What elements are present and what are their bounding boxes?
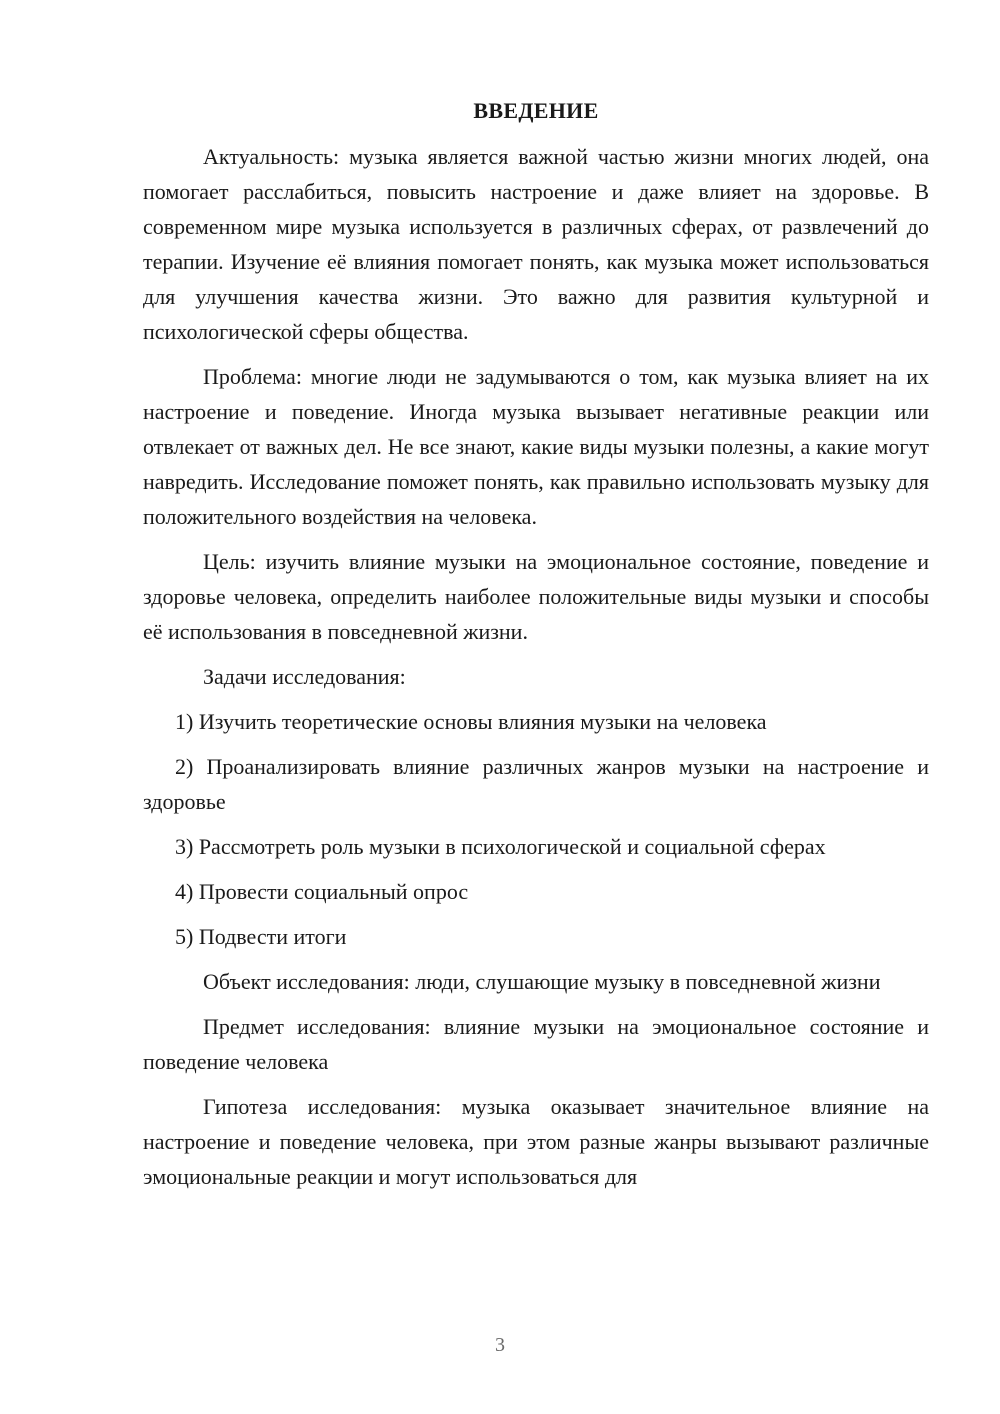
task-item-5: 5) Подвести итоги [175,924,347,949]
goal-paragraph: Цель: изучить влияние музыки на эмоциональное состояние, поведение и здоровье человека, определить наиболее положительные виды музыки и способы её использования в повседневной жизни. [143,549,929,644]
subject-paragraph: Предмет исследования: влияние музыки на эмоциональное состояние и поведение человека [143,1014,929,1074]
object-paragraph: Объект исследования: люди, слушающие музыку в повседневной жизни [203,969,881,994]
section-title: ВВЕДЕНИЕ [473,98,599,123]
hypothesis-paragraph: Гипотеза исследования: музыка оказывает значительное влияние на настроение и поведение человека, при этом разные жанры вызывают различные эмоциональные реакции и могут использоваться для [143,1094,929,1189]
page-content [143,95,929,1204]
problem-paragraph: Проблема: многие люди не задумываются о том, как музыка влияет на их настроение и поведение. Иногда музыка вызывает негативные реакции или отвлекает от важных дел. Не все знают, какие виды музыки полезны, а какие могут навредить. Исследование поможет понять, как правильно использовать музыку для положительного воздействия на человека. [143,364,929,529]
task-item-4: 4) Провести социальный опрос [175,879,469,904]
page-number: 3 [495,1334,505,1356]
tasks-heading: Задачи исследования: [203,664,406,689]
task-item-1: 1) Изучить теоретические основы влияния музыки на человека [175,709,767,734]
task-item-3: 3) Рассмотреть роль музыки в психологической и социальной сферах [175,834,826,859]
task-item-2: 2) Проанализировать влияние различных жанров музыки на настроение и здоровье [143,754,929,814]
relevance-paragraph: Актуальность: музыка является важной частью жизни многих людей, она помогает расслабиться, повысить настроение и даже влияет на здоровье. В современном мире музыка используется в различных сферах, от развлечений до терапии. Изучение её влияния помогает понять, как музыка может использоваться для улучшения качества жизни. Это важно для развития культурной и психологической сферы общества. [143,144,929,344]
